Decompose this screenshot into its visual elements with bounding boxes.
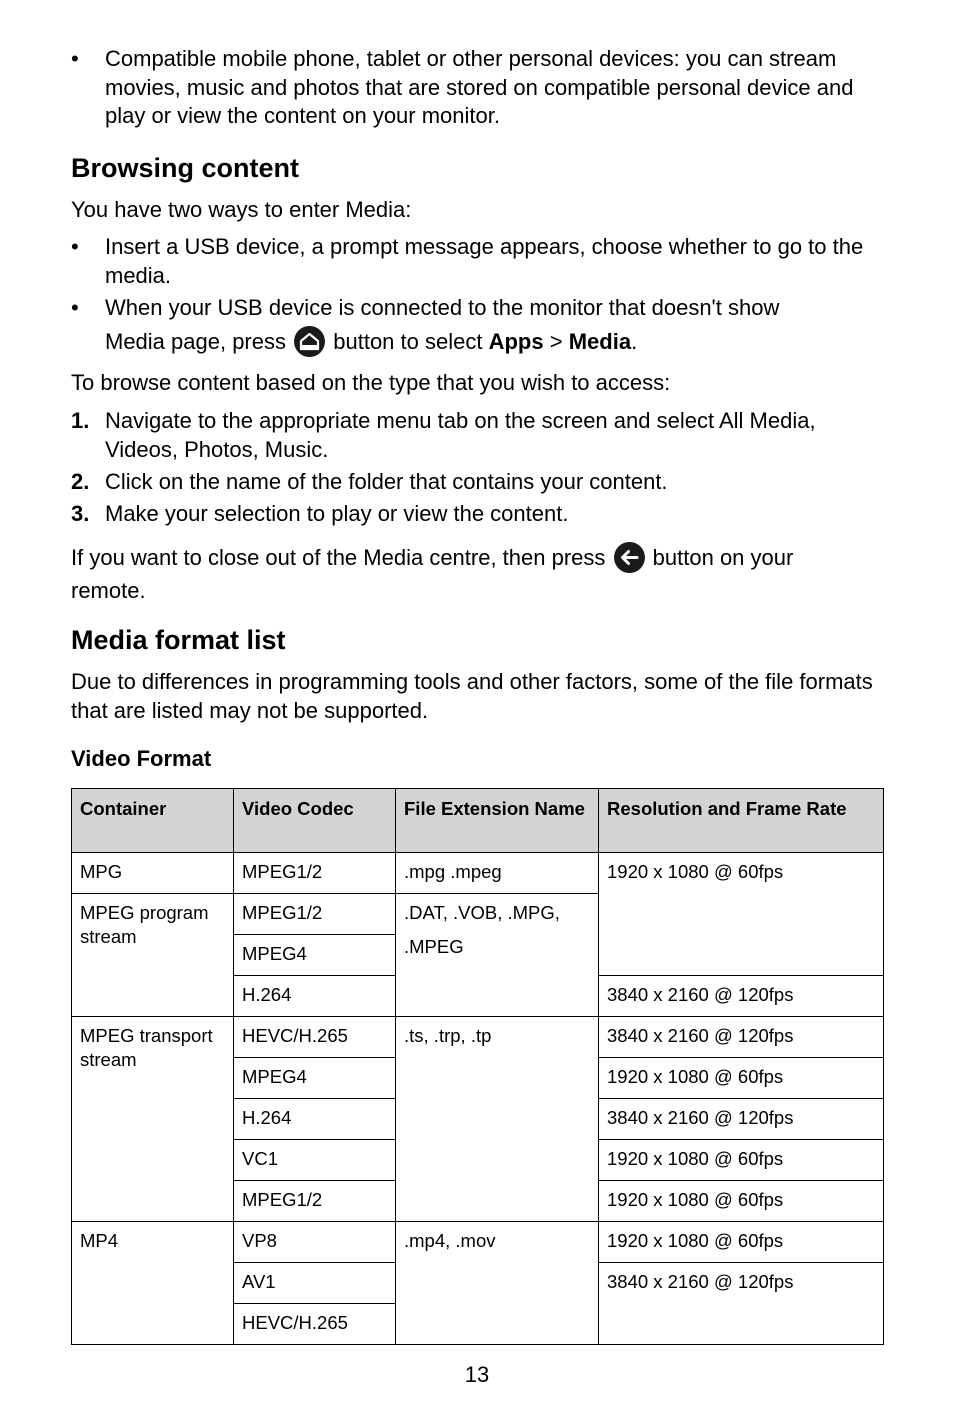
bullet2-line1: When your USB device is connected to the monitor that doesn't show (105, 295, 780, 320)
table-cell: MPEG program stream (72, 894, 234, 1017)
close-instruction (71, 541, 882, 607)
heading-media-format-list: Media format list (71, 625, 286, 655)
table-cell: 1920 x 1080 @ 60fps (599, 1181, 884, 1222)
separator: > (549, 328, 563, 354)
step-number: 1. (71, 408, 90, 433)
close-line2: remote. (71, 578, 146, 603)
table-cell: 1920 x 1080 @ 60fps (599, 1222, 884, 1263)
bullet-insert-usb (71, 233, 884, 290)
video-format-heading: Video Format (71, 746, 212, 771)
bullet-text (105, 294, 884, 357)
column-header: Resolution and Frame Rate (599, 789, 884, 853)
home-icon (294, 326, 325, 357)
table-cell: 3840 x 2160 @ 120fps (599, 1017, 884, 1058)
close-post: button on your (652, 545, 794, 570)
table-cell: H.264 (234, 976, 396, 1017)
table-cell: 3840 x 2160 @ 120fps (599, 1263, 884, 1345)
table-cell: 3840 x 2160 @ 120fps (599, 1099, 884, 1140)
table-cell: .ts, .trp, .tp (396, 1017, 599, 1222)
step-number: 3. (71, 501, 90, 526)
table-cell: 1920 x 1080 @ 60fps (599, 853, 884, 976)
bullet-compatible-devices (71, 45, 884, 131)
bullet-text: Compatible mobile phone, tablet or other personal devices: you can stream movies, music and photos that are stored on compatible personal device and play or view the content on your monitor. (105, 46, 854, 128)
table-cell: MPEG1/2 (234, 853, 396, 894)
table-cell: VP8 (234, 1222, 396, 1263)
table-cell: VC1 (234, 1140, 396, 1181)
browse-intro: To browse content based on the type that you wish to access: (71, 370, 671, 395)
table-cell: .mpg .mpeg (396, 853, 599, 894)
format-note: Due to differences in programming tools and other factors, some of the file formats that are listed may not be supported. (71, 669, 873, 723)
table-cell: 1920 x 1080 @ 60fps (599, 1140, 884, 1181)
heading-browsing-content: Browsing content (71, 153, 299, 183)
period: . (631, 328, 638, 354)
step-3 (71, 500, 884, 529)
table-cell: MPEG1/2 (234, 1181, 396, 1222)
bullet-usb-connected (71, 294, 884, 357)
column-header: Container (72, 789, 234, 853)
bullet-mark: • (71, 234, 79, 259)
column-header: File Extension Name (396, 789, 599, 853)
table-row (72, 853, 884, 894)
table-cell: MPEG transport stream (72, 1017, 234, 1222)
apps-label: Apps (488, 328, 544, 354)
table-cell: MPEG4 (234, 1058, 396, 1099)
table-cell: 3840 x 2160 @ 120fps (599, 976, 884, 1017)
table-header-row (72, 789, 884, 853)
step-number: 2. (71, 469, 90, 494)
back-arrow-icon (614, 542, 645, 573)
table-row (72, 1222, 884, 1263)
table-cell: MP4 (72, 1222, 234, 1345)
bullet-mark: • (71, 295, 79, 320)
column-header: Video Codec (234, 789, 396, 853)
step-text: Click on the name of the folder that contains your content. (105, 469, 668, 494)
bullet-mark: • (71, 46, 79, 71)
step-text: Navigate to the appropriate menu tab on the screen and select All Media, Videos, Photos, Music. (105, 408, 816, 462)
step-1 (71, 407, 884, 464)
video-format-table (71, 788, 884, 1345)
table-cell: 1920 x 1080 @ 60fps (599, 1058, 884, 1099)
table-row (72, 1017, 884, 1058)
table-cell: MPEG4 (234, 935, 396, 976)
table-cell: H.264 (234, 1099, 396, 1140)
media-label: Media (568, 328, 632, 354)
table-cell: MPG (72, 853, 234, 894)
step-2 (71, 468, 884, 497)
table-cell: .mp4, .mov (396, 1222, 599, 1345)
step-text: Make your selection to play or view the content. (105, 501, 569, 526)
bullet-text: Insert a USB device, a prompt message appears, choose whether to go to the media. (105, 234, 864, 288)
page-number: 13 (464, 1362, 490, 1387)
bullet2-pre: Media page, press (105, 328, 286, 354)
table-cell: .DAT, .VOB, .MPG, .MPEG (396, 894, 599, 1017)
table-cell: HEVC/H.265 (234, 1304, 396, 1345)
browsing-intro: You have two ways to enter Media: (71, 197, 412, 222)
table-cell: MPEG1/2 (234, 894, 396, 935)
close-pre: If you want to close out of the Media centre, then press (71, 545, 606, 570)
bullet2-mid: button to select (333, 328, 483, 354)
table-cell: HEVC/H.265 (234, 1017, 396, 1058)
table-cell: AV1 (234, 1263, 396, 1304)
